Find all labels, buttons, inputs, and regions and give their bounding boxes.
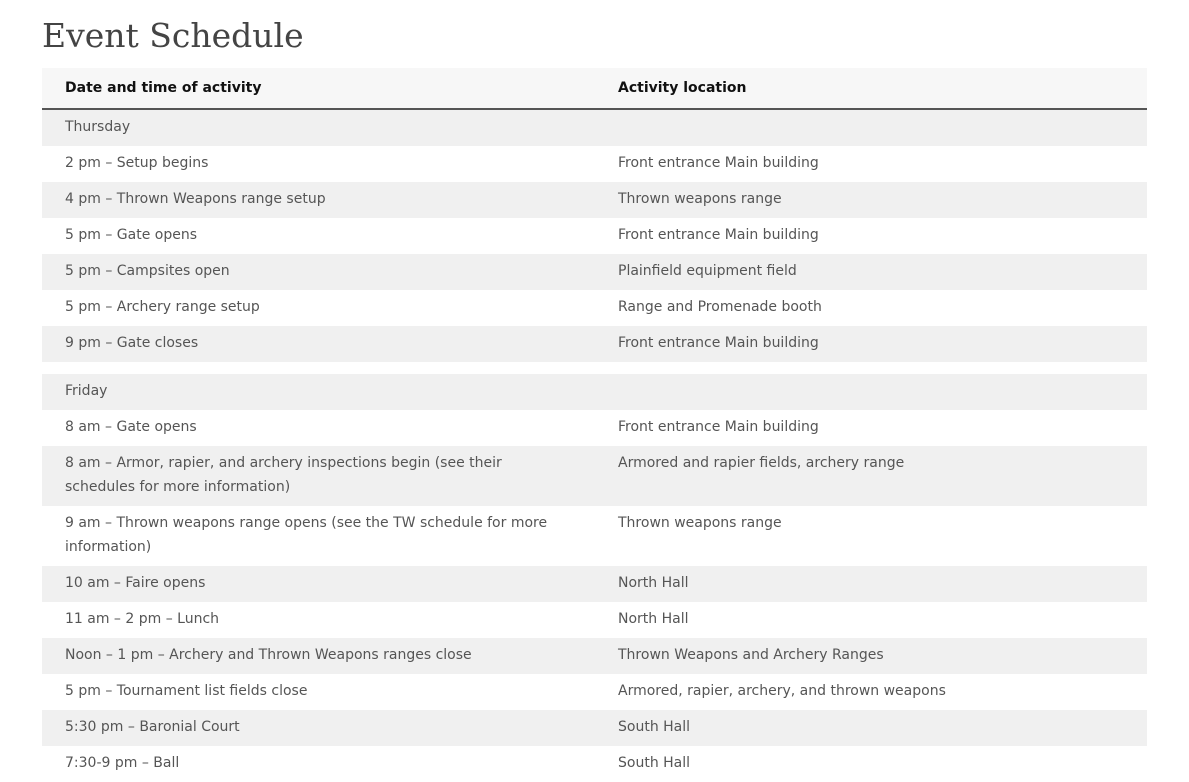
table-row [42,746,1147,782]
activity-time: Noon – 1 pm – Archery and Thrown Weapons ranges close [65,647,472,663]
table-row [42,638,1147,674]
activity-location: North Hall [618,611,689,627]
table-header-row [42,68,1147,110]
activity-location: Front entrance Main building [618,155,819,171]
activity-time: 2 pm – Setup begins [65,155,209,171]
day-location-empty [595,110,1147,146]
day-label: Friday [65,383,108,399]
activity-location: Front entrance Main building [618,419,819,435]
activity-time: 8 am – Armor, rapier, and archery inspections begin (see their schedules for more information) [65,455,502,495]
table-row [42,254,1147,290]
event-schedule-table [42,68,1147,782]
activity-time: 11 am – 2 pm – Lunch [65,611,220,627]
activity-location: Plainfield equipment field [618,263,797,279]
activity-time: 10 am – Faire opens [65,575,206,591]
activity-location: South Hall [618,755,691,771]
activity-time: 8 am – Gate opens [65,419,197,435]
activity-time: 9 am – Thrown weapons range opens (see the TW schedule for more information) [65,515,548,555]
activity-location: Front entrance Main building [618,335,819,351]
activity-time: 5 pm – Tournament list fields close [65,683,308,699]
activity-location: Thrown weapons range [618,515,782,531]
activity-location: Thrown weapons range [618,191,782,207]
activity-location: North Hall [618,575,689,591]
table-row [42,506,1147,566]
activity-location: Armored, rapier, archery, and thrown weapons [618,683,946,699]
table-row [42,566,1147,602]
table-row [42,218,1147,254]
activity-time: 9 pm – Gate closes [65,335,199,351]
activity-location: South Hall [618,719,691,735]
activity-time: 5 pm – Gate opens [65,227,197,243]
activity-location: Front entrance Main building [618,227,819,243]
activity-time: 7:30-9 pm – Ball [65,755,180,771]
activity-time: 4 pm – Thrown Weapons range setup [65,191,326,207]
table-row [42,326,1147,362]
table-row [42,410,1147,446]
table-row [42,710,1147,746]
table-row [42,446,1147,506]
table-row [42,146,1147,182]
table-row [42,182,1147,218]
header-date-time: Date and time of activity [65,80,262,96]
header-location: Activity location [618,80,747,96]
table-row [42,290,1147,326]
activity-time: 5 pm – Campsites open [65,263,230,279]
day-row-thursday [42,110,1147,146]
page-title: Event Schedule [42,16,304,55]
activity-time: 5:30 pm – Baronial Court [65,719,240,735]
activity-location: Thrown Weapons and Archery Ranges [618,647,884,663]
activity-time: 5 pm – Archery range setup [65,299,260,315]
activity-location: Armored and rapier fields, archery range [618,455,905,471]
table-row [42,674,1147,710]
day-separator [42,362,1147,374]
activity-location: Range and Promenade booth [618,299,822,315]
day-label: Thursday [65,119,131,135]
day-location-empty [595,374,1147,410]
day-row-friday [42,374,1147,410]
table-row [42,602,1147,638]
